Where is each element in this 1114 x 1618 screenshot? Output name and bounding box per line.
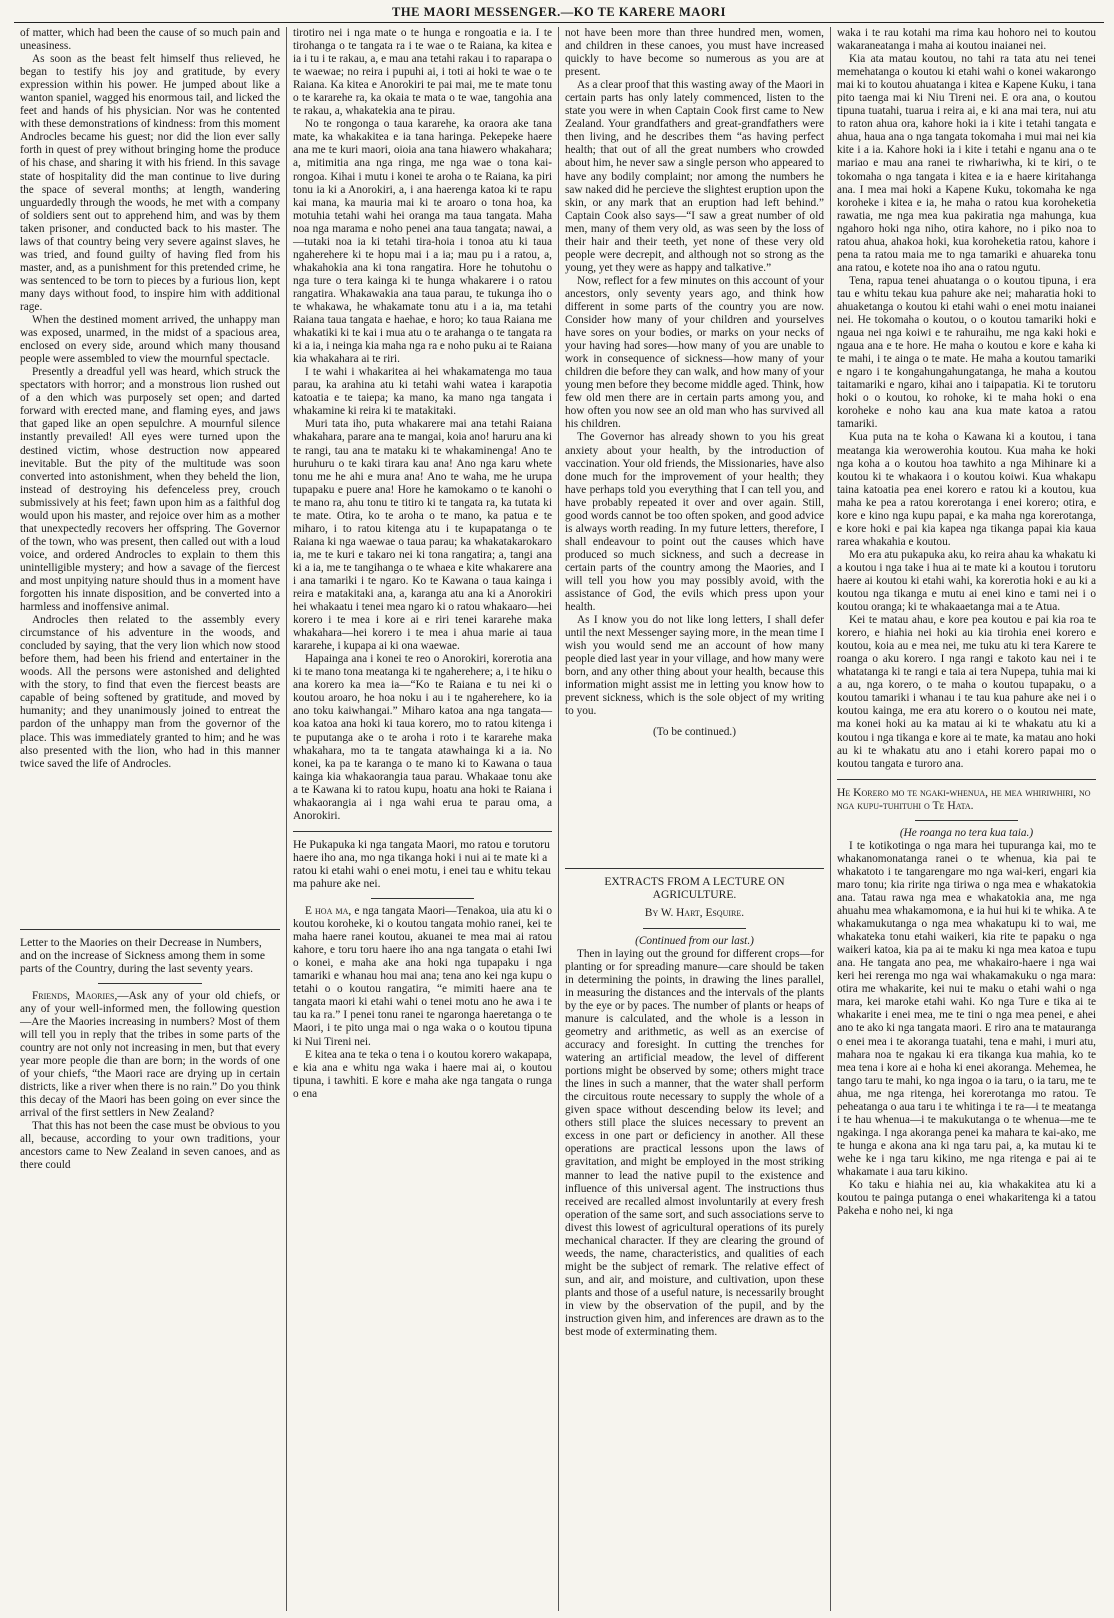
masthead: THE MAORI MESSENGER.—KO TE KARERE MAORI xyxy=(14,4,1104,23)
article-heading: He Pukapuka ki nga tangata Maori, mo ratou e torutoru haere iho ana, mo nga tikanga hoki i nui ai te mate ki a ratou ki etahi wahi o enei motu, i enei tau e whitu tekau ma pahure ake nei. xyxy=(293,837,551,890)
paragraph-lead xyxy=(20,990,280,1120)
paragraph-body: e nga tangata Maori—Tenakoa, uia atu ki o koutou koroheke, ki o koutou tangata mohio ranei, kei te maha haere ranei koutou, akuanei te mea mai ai ratou kahore, e toru toru haere iho ana nga tangata o etahi Iwi o konei, e maha ake ana hoki nga tupapaku i nga tamariki e whanau hou mai ana; tena ano kei nga kupu o tetahi o o koutou rangatira, “e mimiti haere ana te tangata maori ki etahi wahi o tenei motu ano he awa i te tau ka ra.” I penei tonu ranei te ngaronga haeretanga o te Maori, i te pito unga mai o nga waka o o koutou tipuna ki Nui Tireni nei. xyxy=(293,905,552,1048)
paragraph: Now, reflect for a few minutes on this account of your ancestors, only seventy years ago, and think how different in some parts of the country you are now. Consider how many of your children and yourselves have sores on your bodies, or marks on your necks of your having had sores—how many of you are unable to work in consequence of sickness—how many of your children die before they can walk, and how many of your young men before they become middle aged. Think, how few old men there are in certain parts among you, and how often you now see an old man who has survived all his children. xyxy=(565,274,824,431)
article-heading: Letter to the Maories on their Decrease in Numbers, and on the increase of Sickness among them in some parts of the Country, during the last seventy years. xyxy=(20,935,266,975)
paragraph: of matter, which had been the cause of so much pain and uneasiness. xyxy=(20,27,280,53)
paragraph: I te wahi i whakaritea ai hei whakamatenga mo taua parau, ka arahina atu ki tetahi wahi watea i karapotia katoatia e te taiepa; ka mano, ka mano nga tangata i whakamine ki reira ki te matakitaki. xyxy=(293,366,552,418)
paragraph: As soon as the beast felt himself thus relieved, he began to testify his joy and gratitude, by every expression within his power. He jumped about like a wanton spaniel, wagged his enormous tail, and licked the feet and hands of his physician. Nor was he contented with these demonstrations of kindness: from this moment Androcles became his guest; nor did the lion ever sally forth in quest of prey without bringing home the produce of his chase, and sharing it with his friend. In this savage state of hospitality did the man continue to live during the space of several months; at length, wandering unguardedly through the woods, he met with a company of soldiers sent out to apprehend him, and was by them taken prisoner, and conducted back to his master. The laws of that country being very severe against slaves, he was tried, and found guilty of having fled from his master, and, as a punishment for this pretended crime, he was sentenced to be torn to pieces by a furious lion, kept many days without food, to inspire him with additional rage. xyxy=(20,53,280,313)
spacer xyxy=(565,740,824,860)
divider xyxy=(837,779,1096,780)
paragraph: tirotiro nei i nga mate o te hunga e rongoatia e ia. I te tirohanga o te tangata ra i te wae o te Raiana, ka kitea e ia i tu i te rakau, a, e mau ana tetahi rakau i to raparapa o te waewae; no reira i pupuhi ai, i toti ai hoki te wae o te Raiana. Ka kitea e Anorokiri te pai mai, me te mate tonu o te kararehe ra, ka okaia te mata o te wae, tangohia ana te rakau, a, whakatekia ana te pirau. xyxy=(293,27,552,118)
column-container xyxy=(14,27,1104,1611)
paragraph: Ko taku e hiahia nei au, kia whakakitea atu ki a koutou te painga putanga o enei whakaritenga ki a tatou Pakeha e noho nei, ki nga xyxy=(837,1179,1096,1218)
paragraph-lead xyxy=(293,905,552,1049)
column-4 xyxy=(830,27,1102,1611)
paragraph: Kei te matau ahau, e kore pea koutou e pai kia roa te korero, e hiahia nei hoki au kia tirohia enei korero e koutou, koia au e mea nei, me tuku atu ki tera Karere te roanga o aku korero. I nga rangi e takoto kau nei i te whatatanga ki te rangi e taia ai tera Nupepa, tuhia mai ki a au, nga korero, o te maha o koutou tupapaku, o a koutou tamariki i whanau i te tau kua pahure ake nei i o koutou kainga, me era atu korero o o koutou nei mate, ma konei hoki au ka matau ai ki te whakatu atu ki a koutou i nga tikanga e kore ai te mate, ka matau ano hoki au ki te whakatu atu ano i etahi korero papai mo o koutou tangata e turoro ana. xyxy=(837,614,1096,770)
spacer xyxy=(20,771,280,921)
divider xyxy=(98,983,202,984)
divider xyxy=(371,898,475,899)
paragraph: waka i te rau kotahi ma rima kau hohoro nei to koutou wakaraneatanga i maha ai koutou inaianei nei. xyxy=(837,27,1096,53)
lead-in: Friends, Maories, xyxy=(32,989,118,1002)
paragraph: I te kotikotinga o nga mara hei tupuranga kai, mo te whakanomonatanga ranei o te whenua, kia pai te whakatoto i te tangarengare mo nga wai-keri, engari kia maro tonu; kia ririte nga tiriwa o nga mea e whakatokia ana. Tatau rawa nga mea e whakatokia ana, me nga ahuahu mea whakamomona, e ia hui hui ki te whika. A te whakamukutanga o nga mea whakatupu ki to wai, me whakateka tonu etahi waikeri, kia rite te papaku o nga waikeri katoa, kia pa ai te maku ki nga mea katoa e tupu ana. He tangata ano pea, me whakairo-haere i nga wai keri hei rerenga mo nga wai whakamakuku o nga mara: otira me whakarite, kei nui te maku o etahi wahi o nga mara, kei maroke etahi wahi. Ko nga Ture e tika ai te whakarite i enei mea, me te tini o nga mea penei, e ahei ano te ako ki nga tangata maori. E riro ana te matauranga o enei mea i te akoranga tuatahi, tena e mahi, i muri atu, mahara noa te ngakau ki era tikanga kua mahia, ko te mea tena i kore ai e hoha ki enei akoranga. Mehemea, he tango taru te mahi, ko nga ingoa o ia taru, o ia taru, me te ahua, me nga ritenga, hei korerotanga mo ratou. Te peheatanga o aua taru i te whitinga i te ra—i te meatanga i te hau whenua—i te makukutanga o te whenua—me te ngakinga. I nga akoranga penei ka mahara te kai-ako, me te hunga e akona ana ki nga taru pai, a, ka mutau ki te wehe ke i nga taru kikino, me nga ritenga e pai ai te whakamate i aua taru kikino. xyxy=(837,839,1096,1178)
column-1 xyxy=(14,27,286,1611)
column-3 xyxy=(558,27,830,1611)
paragraph: Kua puta na te koha o Kawana ki a koutou, i tana meatanga kia werowerohia koutou. Kua maha ke hoki nga koha a o koutou hoa tawhito a nga Mihinare ki a koutou ki te whakaora i o koutou koiwi. Kua whakapu taina katoatia pea enei korero e ratou ki a koutou, kua maha ke pea a ratou korerotanga i enei korero; otira, e kore e kino nga kupu papai, e ka maha nga korerotanga, e kore hoki e pai kia kapea nga tikanga papai kia kaua rarea whakahia e koutou. xyxy=(837,431,1096,548)
divider xyxy=(643,928,747,929)
paragraph: Androcles then related to the assembly every circumstance of his adventure in the woods, and concluded by saying, that the very lion which now stood before them, had been his friend and entertainer in the woods. All the persons were astonished and delighted with the story, to find that even the fiercest beasts are capable of being softened by gratitude, and moved by humanity; and they unanimously joined to entreat the pardon of the unhappy man from the governor of the place. This was immediately granted to him; and he was also presented with the lion, who had in this manner twice saved the life of Androcles. xyxy=(20,614,280,770)
paragraph: Mo era atu pukapuka aku, ko reira ahau ka whakatu ki a koutou i nga take i hua ai te mate ki a koutou i torutoru haere ai koutou ki etahi wahi, ka korerotia hoki e au ki a koutou nga tikanga e mutu ai enei kino e tami nei i o koutou oranga; ki te whakaaetanga mai a te Atua. xyxy=(837,548,1096,614)
paragraph: E kitea ana te teka o tena i o koutou korero wakapapa, e kia ana e whitu nga waka i haere mai ai, o koutou tipuna, i tawhiti. E kore e maha ake nga tangata o runga o ena xyxy=(293,1048,552,1100)
divider xyxy=(915,820,1019,821)
continued-from: (Continued from our last.) xyxy=(635,934,754,947)
paragraph: Then in laying out the ground for different crops—for planting or for spreading manure—care should be taken in determining the points, in drawing the lines parallel, in measuring the distances and the intervals of the plants by the eye or by paces. The number of plants or heaps of manure is calculated, and the whole is a lesson in geometry and arithmetic, as well as an exercise of accuracy and foresight. In cutting the trenches for watering an artificial meadow, the level of different portions might be observed by some; others might trace the lines in such a manner, that the water shall perform the circuitous route necessary to supply the whole of a given space without descending below its level; and others still place the sluices necessary to prevent an excess in one part or deficiency in another. All these operations are practical lessons upon the laws of gravitation, and might be employed in the most striking manner to lead the native pupil to the existence and influence of this universal agent. The instructions thus received are recalled almost involuntarily at every fresh operation of the same sort, and such associations serve to divest this lowest of agricultural operations of its purely mechanical character. If they are clearing the ground of weeds, the name, characteristics, and qualities of each might be the subject of remark. The relative effect of sun, and air, and moisture, and cultivation, upon these plants and those of a useful nature, is necessarily brought in view by the observation of the pupil, and by the instruction given him, and inferences are drawn as to the best mode of exterminating them. xyxy=(565,947,824,1339)
divider xyxy=(565,868,824,869)
paragraph: That this has not been the case must be obvious to you all, because, according to your own traditions, your ancestors came to New Zealand in seven canoes, and as there could xyxy=(20,1120,280,1172)
article-heading: EXTRACTS FROM A LECTURE ON AGRICULTURE. xyxy=(604,874,785,901)
paragraph: When the destined moment arrived, the unhappy man was exposed, unarmed, in the midst of a spacious area, enclosed on every side, around which many thousand people were assembled to view the mournful spectacle. xyxy=(20,314,280,366)
paragraph: As a clear proof that this wasting away of the Maori in certain parts has only lately commenced, listen to the state you were in when Captain Cook first came to New Zealand. Your grandfathers and great-grandfathers were then living, and he describes them “as having perfect health; that out of all the great numbers who crowded about him, he never saw a single person who appeared to have any bodily complaint; nor among the numbers he saw naked did he percieve the slightest eruption upon the skin, or any mark that an eruption had left behind.” Captain Cook also says—“I saw a great number of old men, many of them very old, as was seen by the loss of their hair and their teeth, yet none of these very old people were decrepit, and although not so strong as the young, yet they were as happy and talkative.” xyxy=(565,79,824,274)
paragraph: No te rongonga o taua kararehe, ka oraora ake tana mate, ka whakakitea e ia tana haringa. Pekepeke haere ana me te kuri maori, oioia ana tana hiawero whakahara; a, mitimitia ana nga ringa, me nga wae o tona kai-rongoa. Kihai i mutu i konei te aroha o te Raiana, ka piri tonu ia ki a Anorokiri, a, i ana haerenga katoa ki te rapu kai mana, ka mauria mai ki te aroaro o tona hoa, ka motuhia tetahi wahi hei oranga ma taua tangata. Maha noa nga marama e noho penei ana taua tangata; nawai, a—tutaki noa ia ki tetahi tira-hoia i tonoa atu ki taua ngaherehere ki te hopu mai i a ia; mau pu i a ratou, a, whakahokia ana ki tona rangatira. Hore he tohutohu o nga ture o tera kainga ki te hunga whakarere i o ratou rangatira. Whakawakia ana taua parau, te tukunga iho o te whakawa, he whakamate tonu atu i a ia, ma tetahi Raiana taua tangata e haehae, e horo; ko taua Raiana me whakatiki ki te kai i mua atu o te arahanga o te tangata ra ki a ia, i neinga kia maha nga ra e noho puku ai te Raiana kia whakahara ai te riri. xyxy=(293,118,552,366)
continued-note: (To be continued.) xyxy=(653,726,736,739)
divider xyxy=(20,929,280,930)
byline: By W. Hart, Esquire. xyxy=(644,906,745,919)
paragraph-body: —Ask any of your old chiefs, or any of your well-informed men, the following question—Are the Maories increasing in numbers? Most of them will tell you in reply that the tribes in some parts of the country are not only not increasing in men, but that every year more people die than are born; in the words of one of your chiefs, “the Maori race are drying up in certain districts, like a river when there is no rain.” Do you think this decay of the Maori has been going on ever since the arrival of the first settlers in New Zealand? xyxy=(20,989,280,1120)
continued-from: (He roanga no tera kua taia.) xyxy=(899,826,1034,839)
article-heading: He Korero mo te ngaki-whenua, he mea whiriwhiri, no nga kupu-tuhituhi o Te Hata. xyxy=(837,785,1091,812)
paragraph: Kia ata matau koutou, no tahi ra tata atu nei tenei memehatanga o koutou ki etahi wahi o konei wakarongo mai ki to koutou ahuatanga i kitea e Kapene Kuku, i tana pito taenga mai ki Niu Tireni nei. E ora ana, o koutou tipuna tuatahi, tuarua i reira ai, e ki ana mai tera, nui atu to raton ahua ora, kahore hoki ia i kite i tetahi tangata e ahua, haua ana o nga tangata tokomaha i mui mai nei kia kite i a ia. Kahore hoki ia i kite i tetahi e nganu ana o te mariao e mau ana ranei te riwhariwha, ki te kiri, o te tokomaha o nga tangata i kitea e ia e haere kiritahanga ana. I mea mai hoki a Kapene Kuku, tokomaha ke nga koroheke i kitea e ia, he maha o ratou kua koroheketia rawatia, me nga mea kua pakiratia nga mahunga, kua ngahoro hoki nga niho, otira kahore, no i piko noa to ratou ahua, ahakoa hoki, kua koroheketia ratou, kahore i pena ta ratou maia me to nga tamariki e ahuareka tonu ana ratou, e kotete noa iho ana o ratou ngutu. xyxy=(837,53,1096,274)
divider xyxy=(293,831,552,832)
paragraph: not have been more than three hundred men, women, and children in these canoes, you must have increased quickly to have become so numerous as you are at present. xyxy=(565,27,824,79)
column-2 xyxy=(286,27,558,1611)
paragraph: Hapainga ana i konei te reo o Anorokiri, korerotia ana ki te mano tona meatanga ki te ngaherehere; a, i te hiku o ana korero ka mea ia—“Ko te Raiana e tu nei ki o koutou aroaro, he hoa noku i au i te ngaherehere, ko ia ano toku kaiwhangai.” Miharo katoa ana nga tangata—koa katoa ana hoki ki taua korero, mo to ratou kitenga i te puputanga ake o te aroha i roto i te kararehe maka whakahara, mo ta te tangata atawhainga ki a ia. No konei, ka pa te karanga o te mano ki to Kawana o taua kainga kia whakaorangia taua parau. Whakaae tonu ake a te Kawana ki to ratou kupu, hoatu ana hoki te Raiana i whakaorangia ai i nga wahi erua te parau oma, a Anorokiri. xyxy=(293,653,552,822)
paragraph: Presently a dreadful yell was heard, which struck the spectators with horror; and a monstrous lion rushed out of a den which was purposely set open; and darted forward with erected mane, and flaming eyes, and jaws that gaped like an open sepulchre. A mournful silence instantly prevailed! All eyes were turned upon the destined victim, whose destruction now appeared inevitable. But the pity of the multitude was soon converted into astonishment, when they beheld the lion, instead of destroying his defenceless prey, crouch submissively at his feet; fawn upon him as a faithful dog would upon his master, and rejoice over him as a mother that unexpectedly recovers her offspring. The Governor of the town, who was present, then called out with a loud voice, and ordered Androcles to explain to them this unintelligible mystery; and how a savage of the fiercest and most unpitying nature should thus in a moment have forgotten his innate disposition, and be converted into a harmless and inoffensive animal. xyxy=(20,366,280,614)
paragraph: As I know you do not like long letters, I shall defer until the next Messenger saying more, in the mean time I wish you would send me an account of how many people died last year in your village, and how many were born, and any other thing about your health, because this information might assist me in letting you know how to prevent sickness, which is the sole object of my writing to you. xyxy=(565,614,824,718)
lead-in: E hoa ma, xyxy=(305,905,352,918)
paragraph: Tena, rapua tenei ahuatanga o o koutou tipuna, i era tau e whitu tekau kua pahure ake nei; maharatia hoki to ahuaketanga o koutou ki etahi wahi o enei motu inaianei nei. He tokomaha o koutou, o o koutou tamariki hoki e ngaua nei nga koiwi e te rahuraihu, me nga kaki hoki e ngaua ana e te hore. He maha o koutou e kore e kaha ki te mahi, i te ainga o te mate. He maha a koutou tamariki e ngaro i te kongahungahungatanga, he maha a koutou taitamariki e ngaro, kihai ano i taipapatia. Ki te torutoru hoki o o koutou, ko rohoke, ki te maha hoki o ena koroheke e noho kau ana kua mate katoa a ratou tamariki. xyxy=(837,274,1096,431)
paragraph: Muri tata iho, puta whakarere mai ana tetahi Raiana whakahara, parare ana te mangai, koia ano! haruru ana ki te rangi, tau ana te mataku ki te whakaminenga! Ano te huruhuru o te kaki tirara kau ana! Ano nga karu whete tonu me he ahi e mura ana! Ano te waha, me he urupa tupapaku e puere ana! Hore he kamokamo o te kanohi o te mano ra, ahu tonu te titiro ki te tangata ra, ka tutata ki te mate. Otira, ko te aroha o te mano, ka patua e te miharo, i to ratou kitenga atu i te kupapatanga o te Raiana ki nga waewae o taua parau; ka whakatakarokaro ia, me te kuri e takaro nei ki tona rangatira; a, tangi ana ki a ia, me te tangihanga o te whaea e kite whakarere ana i ana tamariki i te ngaro. Ko te Kawana o taua kainga i reira e matakitaki ana, a, karanga atu ana ki a Anorokiri hei whakaatu i tenei mea ngaro ki o ratou whakaaro—hei korero i te mea i kore ai e riri tenei kararehe maka whakahara—hei korero i te mea i ahua marie ai taua kararehe, i kupapa ai ki ona waewae. xyxy=(293,418,552,653)
paragraph: The Governor has already shown to you his great anxiety about your health, by the introduction of vaccination. Your old friends, the Missionaries, have also done much for the improvement of your health; they have perhaps told you everything that I can tell you, and have probably repeated it over and over again. Still, good words cannot be too often spoken, and good advice is always worth reading. In my future letters, therefore, I shall endeavour to point out the causes which have produced so much sickness, and such a decrease in certain parts of the country among the Maories, and I will tell you how you may possibly avoid, with the assistance of God, the evils which press upon your health. xyxy=(565,431,824,614)
